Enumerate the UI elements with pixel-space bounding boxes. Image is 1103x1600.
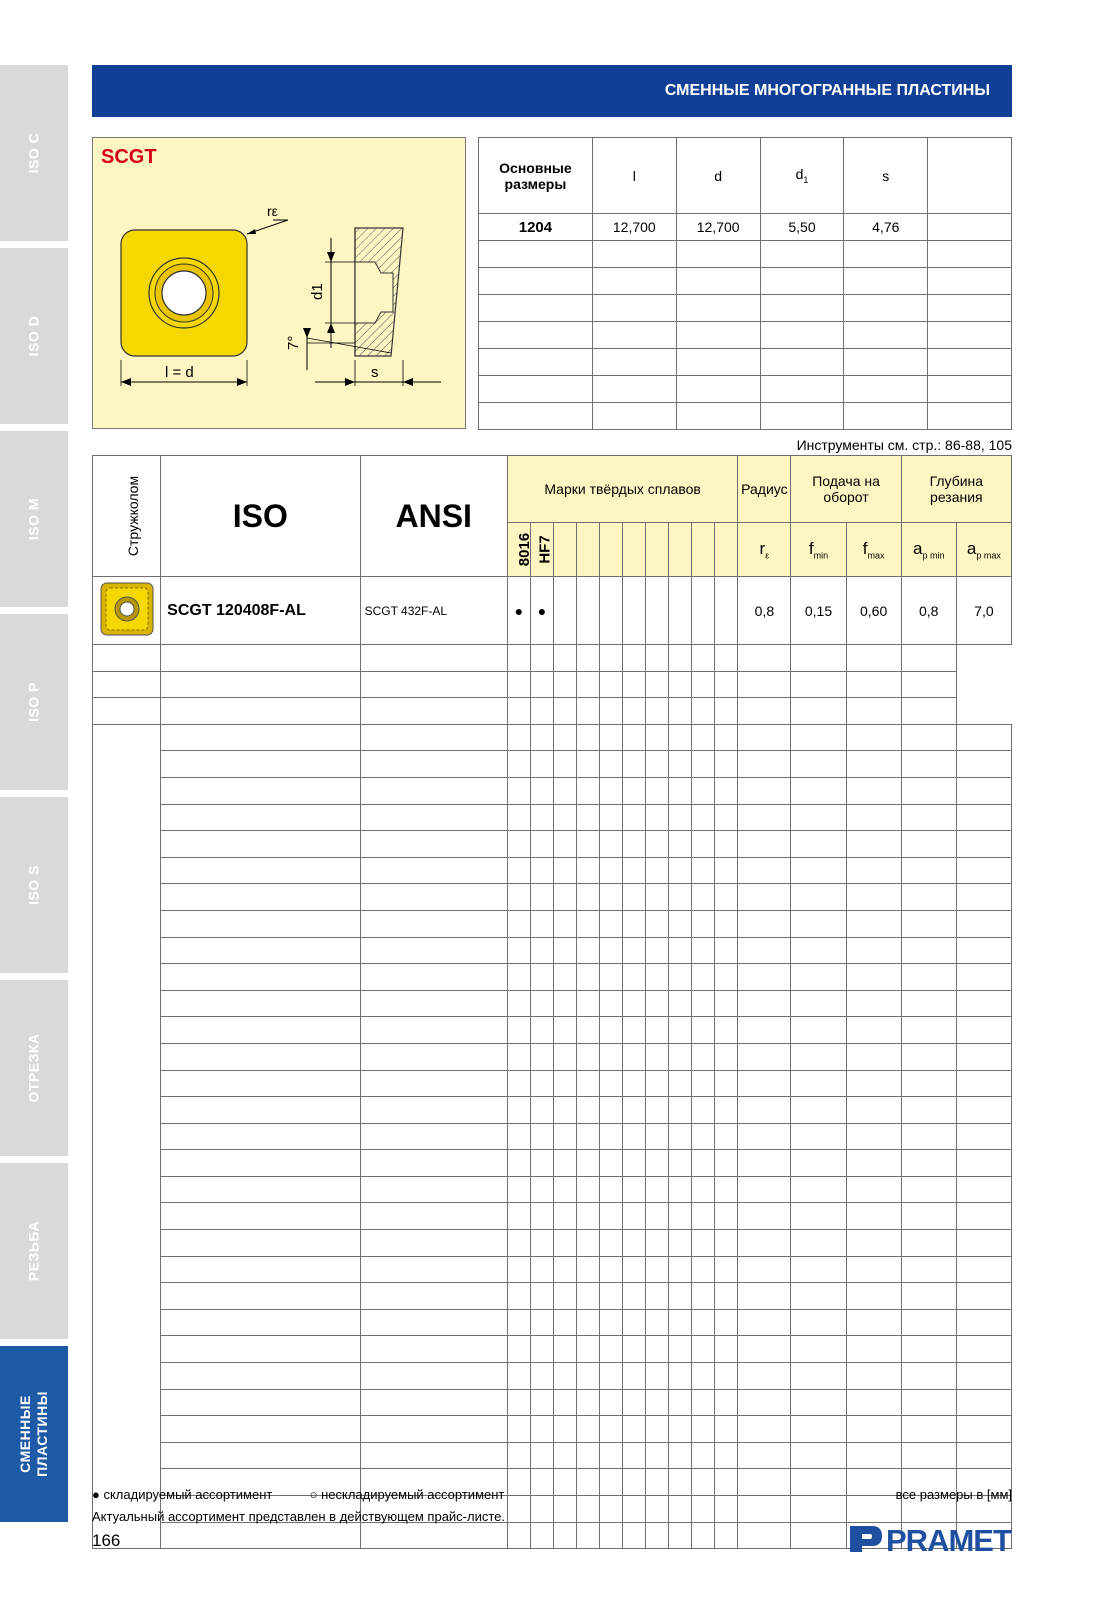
dimension-table — [478, 137, 1012, 430]
legend-nonstocked: ○ нескладируемый ассортимент — [309, 1487, 505, 1502]
units-note: все размеры в [мм] — [895, 1487, 1012, 1502]
table-row — [93, 857, 1012, 884]
table-row — [93, 1363, 1012, 1390]
table-row — [93, 724, 1012, 751]
tab-iso-c[interactable]: ISO C — [0, 65, 68, 241]
table-row — [93, 1150, 1012, 1177]
table-row — [93, 698, 1012, 725]
r-eps-label: rε — [267, 203, 278, 219]
table-row — [93, 1043, 1012, 1070]
table-row — [93, 577, 1012, 645]
table-row — [93, 1283, 1012, 1310]
iso-header: ISO — [161, 456, 360, 577]
feed-header: Подача на оборот — [791, 456, 901, 523]
table-row — [93, 910, 1012, 937]
s-label: s — [371, 364, 379, 381]
grade-hf7-mark: ● — [530, 577, 553, 645]
apmin-value: 0,8 — [901, 577, 956, 645]
grade-8016-mark: ● — [507, 577, 530, 645]
grade-8016-header: 8016 — [507, 523, 530, 577]
dim-header-d1: $d_1$ — [760, 138, 844, 214]
insert-drawing — [93, 138, 465, 428]
l-eq-d-label: l = d — [165, 364, 194, 381]
table-row — [93, 1416, 1012, 1443]
dim-s: 4,76 — [844, 214, 928, 241]
header-bar — [92, 65, 1012, 117]
table-row — [93, 777, 1012, 804]
pramet-logo — [848, 1522, 1012, 1561]
legend-stocked: ● складируемый ассортимент — [92, 1487, 273, 1502]
fmax-header: $f_{max}$ — [846, 523, 901, 577]
angle-label: 7° — [285, 335, 302, 350]
ansi-code: SCGT 432F-AL — [360, 577, 507, 645]
dim-size: 1204 — [479, 214, 593, 241]
tab-rezba[interactable]: РЕЗЬБА — [0, 1163, 68, 1339]
table-row — [93, 884, 1012, 911]
tab-inserts[interactable]: СМЕННЫЕ ПЛАСТИНЫ — [0, 1346, 68, 1522]
d1-label: d1 — [309, 283, 326, 300]
page-title: СМЕННЫЕ МНОГОГРАННЫЕ ПЛАСТИНЫ — [664, 82, 990, 99]
table-row — [93, 937, 1012, 964]
iso-code: SCGT 120408F-AL — [161, 577, 360, 645]
table-row — [93, 1256, 1012, 1283]
table-row — [93, 964, 1012, 991]
assortment-note: Актуальный ассортимент представлен в действующем прайс-листе. — [92, 1509, 506, 1524]
insert-table — [92, 455, 1012, 1549]
dim-header-s: s — [844, 138, 928, 214]
grade-hf7-header: HF7 — [530, 523, 553, 577]
table-row — [93, 1230, 1012, 1257]
dim-l: 12,700 — [592, 214, 676, 241]
chipbreaker-header: Стружколом — [93, 456, 161, 577]
tab-iso-p[interactable]: ISO P — [0, 614, 68, 790]
table-row — [93, 831, 1012, 858]
dim-header-d: d — [676, 138, 760, 214]
table-row — [93, 1070, 1012, 1097]
table-row — [93, 1097, 1012, 1124]
depth-header: Глубина резания — [901, 456, 1011, 523]
tab-iso-d[interactable]: ISO D — [0, 248, 68, 424]
table-row — [93, 1176, 1012, 1203]
tools-reference-note: Инструменты см. стр.: 86-88, 105 — [796, 437, 1012, 453]
fmin-header: $f_{min}$ — [791, 523, 846, 577]
svg-text:PRAMET: PRAMET — [886, 1523, 1011, 1556]
table-row — [93, 1123, 1012, 1150]
r-eps-header: $r_\varepsilon$ — [738, 523, 791, 577]
legend — [92, 1487, 504, 1502]
insert-diagram — [92, 137, 466, 429]
chipbreaker-image — [93, 577, 161, 645]
table-row — [93, 1017, 1012, 1044]
radius-header: Радиус — [738, 456, 791, 523]
r-eps-value: 0,8 — [738, 577, 791, 645]
page-number: 166 — [92, 1531, 121, 1550]
tab-otrezka[interactable]: ОТРЕЗКА — [0, 980, 68, 1156]
table-row — [93, 1336, 1012, 1363]
dim-d: 12,700 — [676, 214, 760, 241]
chipbreaker-icon — [97, 577, 157, 641]
fmax-value: 0,60 — [846, 577, 901, 645]
table-row — [93, 751, 1012, 778]
apmax-header: $a_{p max}$ — [956, 523, 1011, 577]
insert-type-title: SCGT — [101, 146, 157, 168]
table-row — [93, 1203, 1012, 1230]
apmax-value: 7,0 — [956, 577, 1011, 645]
table-row — [93, 671, 1012, 698]
table-row — [93, 990, 1012, 1017]
table-row — [93, 645, 1012, 672]
dim-d1: 5,50 — [760, 214, 844, 241]
table-row — [93, 804, 1012, 831]
dim-header-l: l — [592, 138, 676, 214]
dim-header-main: Основные размеры — [479, 138, 593, 214]
table-row — [93, 1309, 1012, 1336]
tab-iso-s[interactable]: ISO S — [0, 797, 68, 973]
table-row — [93, 1442, 1012, 1469]
fmin-value: 0,15 — [791, 577, 846, 645]
tab-iso-m[interactable]: ISO M — [0, 431, 68, 607]
ansi-header: ANSI — [360, 456, 507, 577]
apmin-header: $a_{p min}$ — [901, 523, 956, 577]
table-row — [93, 1389, 1012, 1416]
dim-row — [479, 214, 1012, 241]
grades-header: Марки твёрдых сплавов — [507, 456, 737, 523]
